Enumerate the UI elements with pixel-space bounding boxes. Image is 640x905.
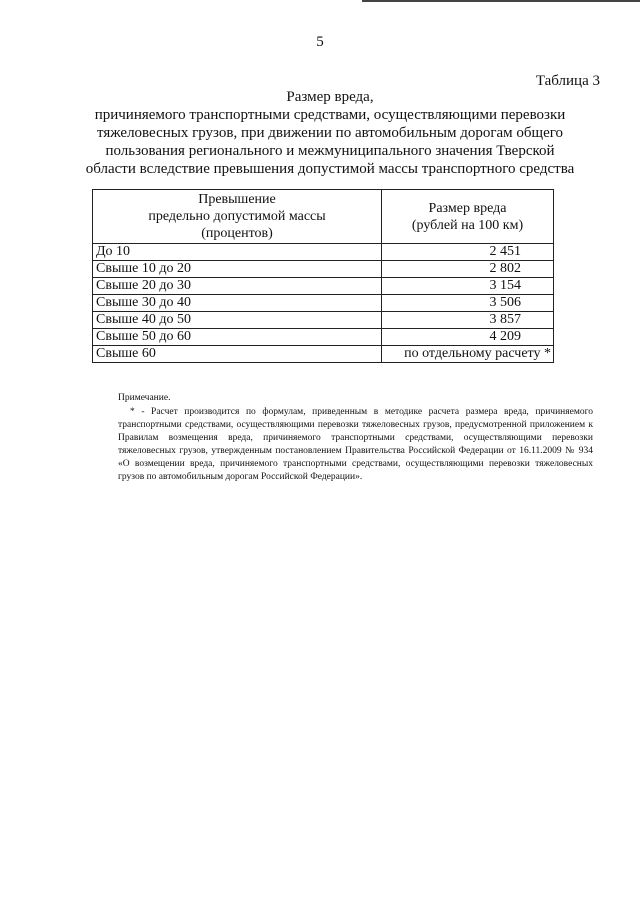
header-excess-line: (процентов)	[201, 226, 273, 241]
header-harm-line: Размер вреда	[428, 200, 507, 216]
footnote-title: Примечание.	[118, 393, 171, 403]
table-row	[93, 244, 554, 261]
scan-edge-line	[362, 0, 640, 2]
table-label: Таблица 3	[535, 73, 600, 89]
table-header-row	[93, 190, 554, 244]
excess-cell: Свыше 60	[93, 346, 382, 363]
excess-cell: Свыше 10 до 20	[93, 261, 382, 278]
harm-cell: 3 154	[382, 278, 554, 295]
table-row	[93, 346, 554, 363]
table-row	[93, 312, 554, 329]
header-harm-line: (рублей на 100 км)	[411, 217, 524, 233]
title-line: Размер вреда,	[286, 89, 374, 105]
excess-cell: До 10	[93, 244, 382, 261]
table-row	[93, 261, 554, 278]
table-row	[93, 278, 554, 295]
title-line: пользования регионального и межмуниципального значения Тверской	[105, 143, 555, 159]
header-excess-line: предельно допустимой массы	[148, 209, 326, 224]
harm-cell: 3 857	[382, 312, 554, 329]
excess-cell: Свыше 20 до 30	[93, 278, 382, 295]
header-harm	[382, 190, 554, 244]
title-line: причиняемого транспортными средствами, осуществляющими перевозки	[94, 107, 566, 123]
excess-cell: Свыше 40 до 50	[93, 312, 382, 329]
title-line: тяжеловесных грузов, при движении по автомобильным дорогам общего	[96, 125, 564, 141]
header-excess-line: Превышение	[198, 192, 276, 207]
harm-cell: по отдельному расчету *	[382, 346, 554, 363]
table-row	[93, 329, 554, 346]
page-number: 5	[316, 34, 324, 50]
harm-cell: 2 451	[382, 244, 554, 261]
excess-cell: Свыше 30 до 40	[93, 295, 382, 312]
table-title	[80, 88, 580, 178]
table-row	[93, 295, 554, 312]
harm-cell: 3 506	[382, 295, 554, 312]
harm-table	[92, 189, 554, 363]
excess-cell: Свыше 50 до 60	[93, 329, 382, 346]
harm-cell: 2 802	[382, 261, 554, 278]
header-excess	[93, 190, 382, 244]
footnote-body: * - Расчет производится по формулам, приведенным в методике расчета размера вреда, причиняемого транспортными средствами, осуществляющими перевозки тяжеловесных грузов, предусмотренной приложением к Правилам возмещения вреда, причиняемого транспортными средствами, осуществляющими перевозки тяжеловесных грузов, утвержденным постановлением Правительства Российской Федерации от 16.11.2009 № 934 «О возмещении вреда, причиняемого транспортными средствами, осуществляющими перевозки тяжеловесных грузов по автомобильным дорогам Российской Федерации».	[118, 407, 593, 482]
harm-cell: 4 209	[382, 329, 554, 346]
footnote	[118, 392, 593, 484]
title-line: области вследствие превышения допустимой массы транспортного средства	[85, 161, 575, 177]
